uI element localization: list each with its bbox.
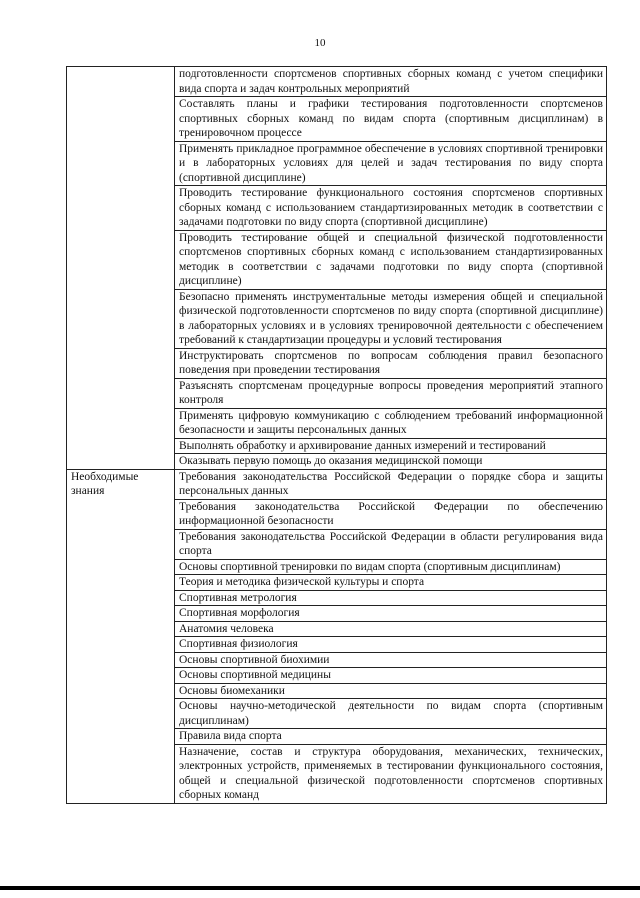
requirement-cell: Составлять планы и графики тестирования подготовленности спортсменов спортивных сборных команд по видам спорта (спортивным дисциплинам) в тренировочном процессе bbox=[175, 97, 607, 142]
knowledge-cell: Правила вида спорта bbox=[175, 729, 607, 745]
requirement-cell: Проводить тестирование общей и специальной физической подготовленности спортсменов спортивных сборных команд с использованием стандартизированных методик в соответствии с задачами подготовки по виду спорта (спортивной дисциплине) bbox=[175, 230, 607, 289]
requirement-cell: подготовленности спортсменов спортивных сборных команд с учетом специфики вида спорта и задач контрольных мероприятий bbox=[175, 67, 607, 97]
knowledge-cell: Основы спортивной медицины bbox=[175, 668, 607, 684]
requirement-cell: Безопасно применять инструментальные методы измерения общей и специальной физической подготовленности спортсменов по виду спорта (спортивной дисциплине) в лабораторных условиях и в условиях тренировочной деятельности с обеспечением требований к стандартизации процедуры и условий тестирования bbox=[175, 289, 607, 348]
knowledge-cell: Спортивная физиология bbox=[175, 637, 607, 653]
requirement-cell: Выполнять обработку и архивирование данных измерений и тестирований bbox=[175, 438, 607, 454]
section-label-knowledge: Необходимые знания bbox=[67, 469, 175, 803]
requirement-cell: Инструктировать спортсменов по вопросам соблюдения правил безопасного поведения при проведении тестирования bbox=[175, 348, 607, 378]
competency-table bbox=[66, 66, 607, 804]
knowledge-cell: Теория и методика физической культуры и спорта bbox=[175, 575, 607, 591]
knowledge-cell: Основы спортивной тренировки по видам спорта (спортивным дисциплинам) bbox=[175, 559, 607, 575]
knowledge-cell: Анатомия человека bbox=[175, 621, 607, 637]
knowledge-cell: Требования законодательства Российской Федерации о порядке сбора и защиты персональных данных bbox=[175, 469, 607, 499]
requirement-cell: Применять цифровую коммуникацию с соблюдением требований информационной безопасности и защиты персональных данных bbox=[175, 408, 607, 438]
knowledge-cell: Требования законодательства Российской Федерации в области регулирования вида спорта bbox=[175, 529, 607, 559]
requirement-cell: Проводить тестирование функционального состояния спортсменов спортивных сборных команд с использованием стандартизированных методик в соответствии с задачами подготовки по виду спорта (спортивной дисциплине) bbox=[175, 186, 607, 231]
requirement-cell: Применять прикладное программное обеспечение в условиях спортивной тренировки и в лабораторных условиях для целей и задач тестирования по виду спорта (спортивной дисциплине) bbox=[175, 141, 607, 186]
page-number: 10 bbox=[314, 37, 326, 49]
knowledge-cell: Назначение, состав и структура оборудования, механических, технических, электронных устройств, применяемых в тестировании функционального состояния, общей и специальной физической подготовленности спортсменов спортивных сборных команд bbox=[175, 744, 607, 803]
requirement-cell: Оказывать первую помощь до оказания медицинской помощи bbox=[175, 454, 607, 470]
scan-border bbox=[0, 886, 640, 890]
knowledge-cell: Основы спортивной биохимии bbox=[175, 652, 607, 668]
knowledge-cell: Основы биомеханики bbox=[175, 683, 607, 699]
section-label-cell-skills bbox=[67, 67, 175, 470]
knowledge-cell: Требования законодательства Российской Федерации по обеспечению информационной безопасности bbox=[175, 499, 607, 529]
requirement-cell: Разъяснять спортсменам процедурные вопросы проведения мероприятий этапного контроля bbox=[175, 378, 607, 408]
knowledge-cell: Спортивная метрология bbox=[175, 590, 607, 606]
knowledge-cell: Спортивная морфология bbox=[175, 606, 607, 622]
table-row bbox=[67, 469, 607, 499]
knowledge-cell: Основы научно-методической деятельности по видам спорта (спортивным дисциплинам) bbox=[175, 699, 607, 729]
table-row bbox=[67, 67, 607, 97]
